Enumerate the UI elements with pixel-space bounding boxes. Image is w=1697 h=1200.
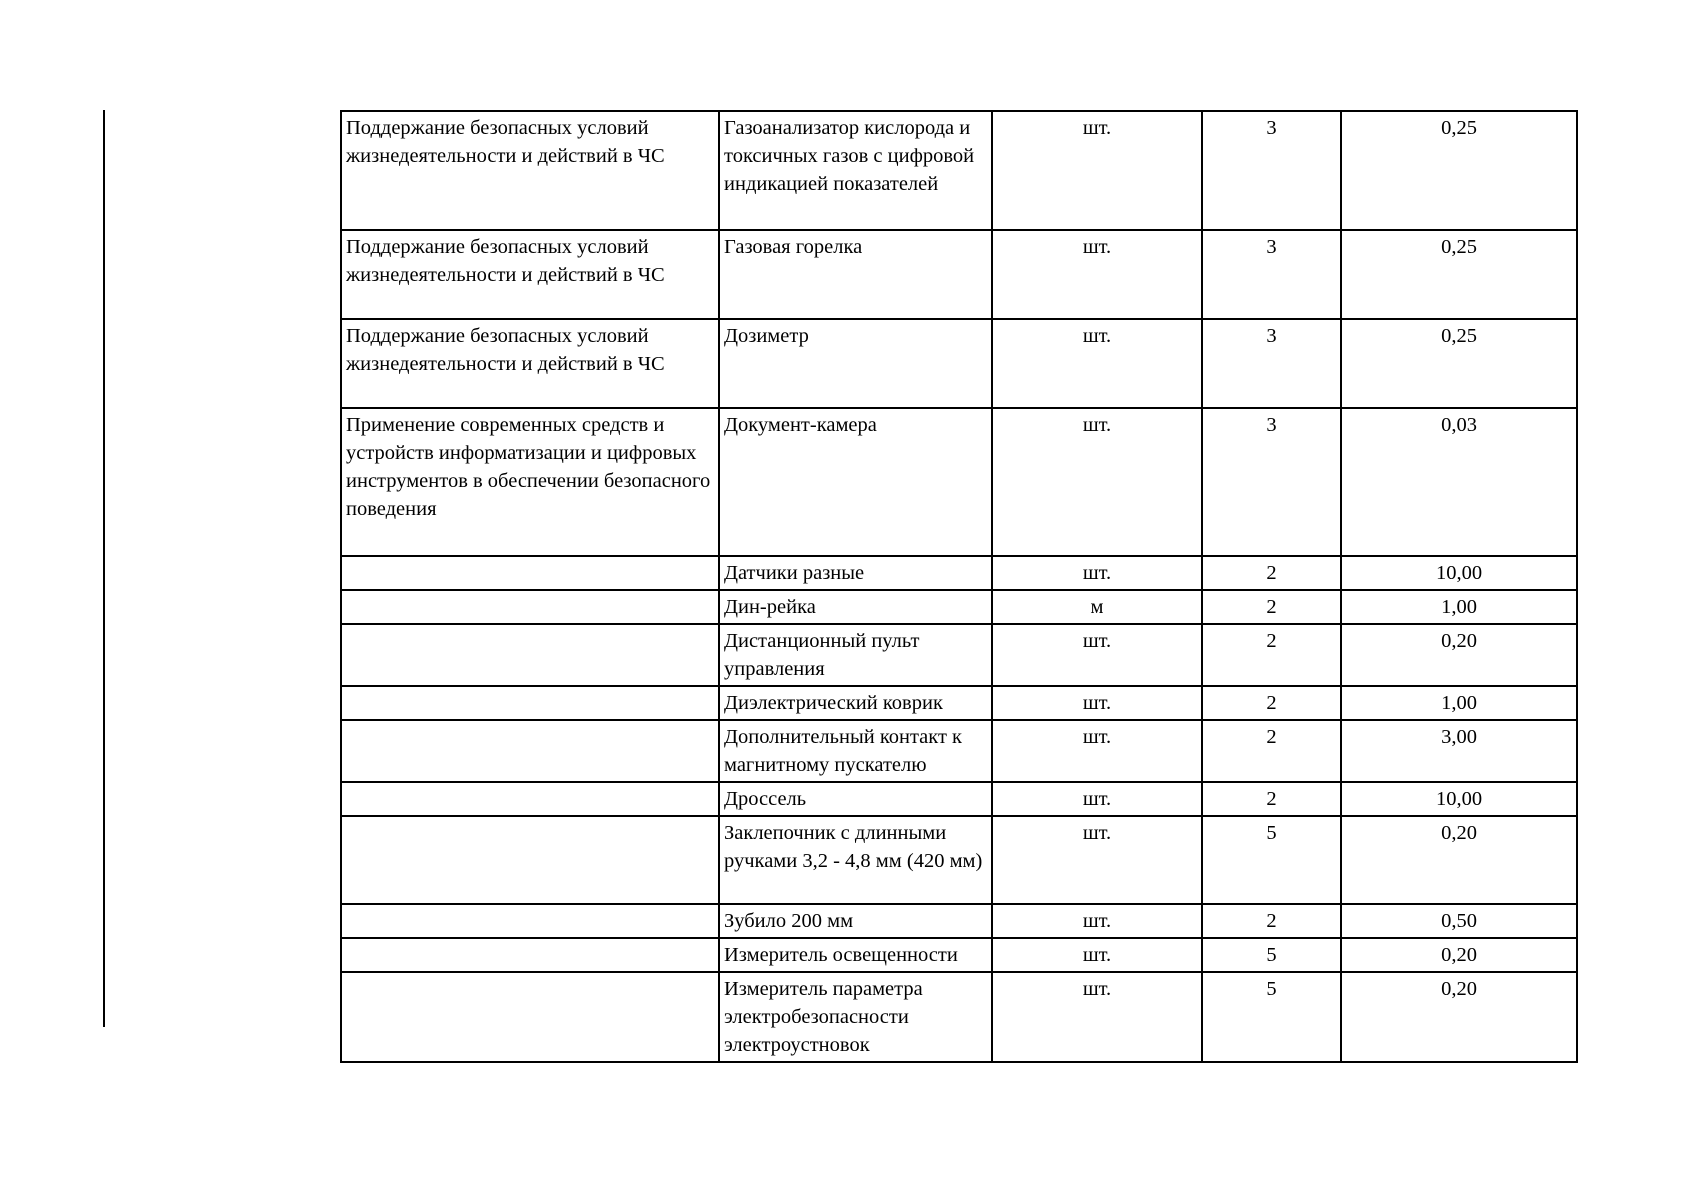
cell-area xyxy=(341,556,719,590)
cell-equipment-name: Измеритель освещенности xyxy=(719,938,992,972)
cell-norm: 10,00 xyxy=(1341,556,1577,590)
table-row xyxy=(341,590,1577,624)
cell-quantity: 5 xyxy=(1202,938,1341,972)
cell-norm: 0,20 xyxy=(1341,938,1577,972)
table-row xyxy=(341,111,1577,230)
cell-unit: шт. xyxy=(992,904,1202,938)
table-row xyxy=(341,972,1577,1062)
cell-equipment-name: Документ-камера xyxy=(719,408,992,556)
cell-quantity: 3 xyxy=(1202,408,1341,556)
cell-equipment-name: Газоанализатор кислорода и токсичных газов с цифровой индикацией показателей xyxy=(719,111,992,230)
cell-norm: 3,00 xyxy=(1341,720,1577,782)
cell-quantity: 2 xyxy=(1202,590,1341,624)
cell-norm: 0,25 xyxy=(1341,111,1577,230)
cell-equipment-name: Датчики разные xyxy=(719,556,992,590)
table-row xyxy=(341,230,1577,319)
cell-unit: шт. xyxy=(992,230,1202,319)
equipment-table xyxy=(340,110,1578,1063)
cell-area: Поддержание безопасных условий жизнедеятельности и действий в ЧС xyxy=(341,319,719,408)
cell-area xyxy=(341,590,719,624)
cell-area: Поддержание безопасных условий жизнедеятельности и действий в ЧС xyxy=(341,230,719,319)
cell-area: Поддержание безопасных условий жизнедеятельности и действий в ЧС xyxy=(341,111,719,230)
table-row xyxy=(341,938,1577,972)
cell-equipment-name: Дистанционный пульт управления xyxy=(719,624,992,686)
cell-norm: 1,00 xyxy=(1341,686,1577,720)
cell-unit: шт. xyxy=(992,938,1202,972)
cell-norm: 1,00 xyxy=(1341,590,1577,624)
cell-norm: 0,20 xyxy=(1341,624,1577,686)
cell-area xyxy=(341,782,719,816)
cell-unit: шт. xyxy=(992,816,1202,904)
cell-quantity: 5 xyxy=(1202,816,1341,904)
cell-unit: шт. xyxy=(992,972,1202,1062)
cell-quantity: 2 xyxy=(1202,556,1341,590)
cell-quantity: 2 xyxy=(1202,720,1341,782)
cell-norm: 0,03 xyxy=(1341,408,1577,556)
cell-unit: шт. xyxy=(992,408,1202,556)
table-row xyxy=(341,816,1577,904)
cell-area xyxy=(341,938,719,972)
cell-equipment-name: Диэлектрический коврик xyxy=(719,686,992,720)
cell-unit: шт. xyxy=(992,782,1202,816)
table-row xyxy=(341,624,1577,686)
cell-equipment-name: Дополнительный контакт к магнитному пускателю xyxy=(719,720,992,782)
cell-area: Применение современных средств и устройств информатизации и цифровых инструментов в обеспечении безопасного поведения xyxy=(341,408,719,556)
cell-equipment-name: Дозиметр xyxy=(719,319,992,408)
cell-area xyxy=(341,720,719,782)
cell-quantity: 2 xyxy=(1202,624,1341,686)
page-margin-line xyxy=(103,110,105,1027)
table-row xyxy=(341,904,1577,938)
cell-unit: шт. xyxy=(992,319,1202,408)
cell-equipment-name: Заклепочник с длинными ручками 3,2 - 4,8 мм (420 мм) xyxy=(719,816,992,904)
cell-area xyxy=(341,972,719,1062)
cell-equipment-name: Измеритель параметра электробезопасности электроустновок xyxy=(719,972,992,1062)
cell-norm: 0,20 xyxy=(1341,972,1577,1062)
cell-unit: м xyxy=(992,590,1202,624)
table-row xyxy=(341,782,1577,816)
cell-equipment-name: Газовая горелка xyxy=(719,230,992,319)
cell-area xyxy=(341,816,719,904)
cell-unit: шт. xyxy=(992,111,1202,230)
table-row xyxy=(341,686,1577,720)
cell-quantity: 2 xyxy=(1202,782,1341,816)
cell-equipment-name: Дин-рейка xyxy=(719,590,992,624)
cell-area xyxy=(341,904,719,938)
cell-equipment-name: Зубило 200 мм xyxy=(719,904,992,938)
cell-norm: 0,20 xyxy=(1341,816,1577,904)
cell-quantity: 3 xyxy=(1202,230,1341,319)
cell-norm: 0,25 xyxy=(1341,230,1577,319)
cell-unit: шт. xyxy=(992,686,1202,720)
table-row xyxy=(341,720,1577,782)
cell-area xyxy=(341,686,719,720)
cell-quantity: 3 xyxy=(1202,111,1341,230)
cell-unit: шт. xyxy=(992,720,1202,782)
cell-equipment-name: Дроссель xyxy=(719,782,992,816)
cell-quantity: 3 xyxy=(1202,319,1341,408)
cell-unit: шт. xyxy=(992,556,1202,590)
cell-unit: шт. xyxy=(992,624,1202,686)
cell-quantity: 5 xyxy=(1202,972,1341,1062)
cell-area xyxy=(341,624,719,686)
table-row xyxy=(341,319,1577,408)
table-row xyxy=(341,408,1577,556)
cell-norm: 0,50 xyxy=(1341,904,1577,938)
table-row xyxy=(341,556,1577,590)
cell-norm: 10,00 xyxy=(1341,782,1577,816)
cell-norm: 0,25 xyxy=(1341,319,1577,408)
cell-quantity: 2 xyxy=(1202,686,1341,720)
cell-quantity: 2 xyxy=(1202,904,1341,938)
